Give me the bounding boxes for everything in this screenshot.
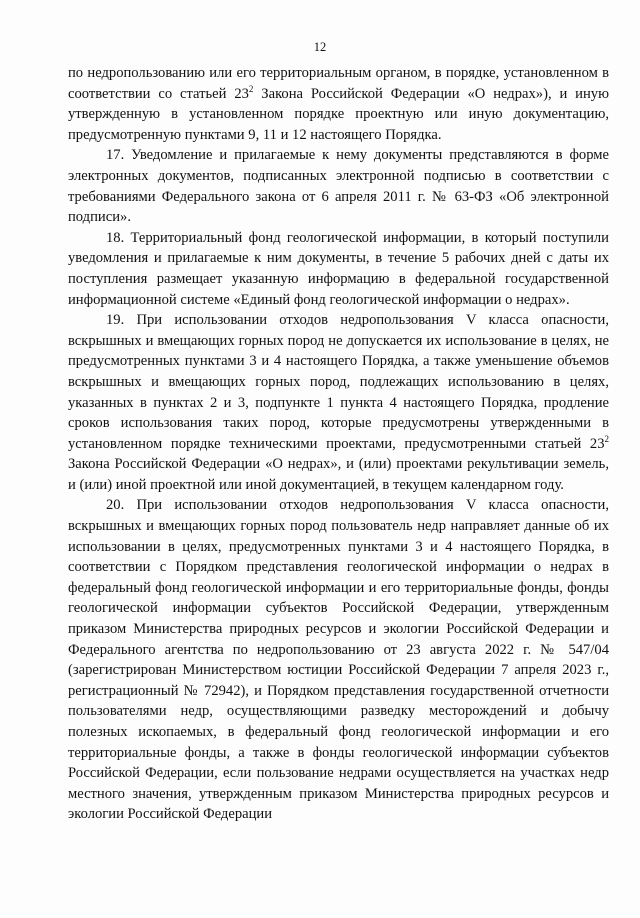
- paragraph-continuation: [68, 63, 609, 145]
- paragraph-18: [68, 228, 609, 310]
- page-number: 12: [313, 40, 327, 54]
- paragraph-20: [68, 495, 609, 825]
- paragraph-text: по недропользованию или его территориальным органом, в порядке, установленном в соответствии со статьей 23: [68, 65, 609, 102]
- paragraph-text: Закона Российской Федерации «О недрах», и (или) проектами рекультивации земель, и (или) иной проектной или иной документацией, в текущем календарном году.: [68, 456, 609, 493]
- paragraph-17: [68, 145, 609, 227]
- paragraph-text: 17. Уведомление и прилагаемые к нему документы представляются в форме электронных документов, подписанных электронной подписью в соответствии с требованиями Федерального закона от 6 апреля 2011 г. № 63-ФЗ «Об электронной подписи».: [68, 147, 609, 226]
- superscript: 2: [248, 83, 254, 94]
- paragraph-text: 19. При использовании отходов недропользования V класса опасности, вскрышных и вмещающих горных пород не допускается их использование в целях, не предусмотренных пунктами 3 и 4 настоящего Порядка, а также уменьшение объемов вскрышных и вмещающих горных пород, подлежащих использованию в целях, указанных в пунктах 2 и 3, подпункте 1 пункта 4 настоящего Порядка, продление сроков использования таких пород, которые предусмотрены утвержденными в установленном порядке техническими проектами, предусмотренными статьей 23: [68, 312, 609, 452]
- paragraph-19: [68, 310, 609, 495]
- paragraph-text: 20. При использовании отходов недропользования V класса опасности, вскрышных и вмещающих горных пород пользователь недр направляет данные об их использовании в целях, предусмотренных пунктами 3 и 4 настоящего Порядка, в соответствии с Порядком представления геологической информации о недрах в федеральный фонд геологической информации и его территориальные фонды, фонды геологической информации субъектов Российской Федерации, утвержденным приказом Министерства природных ресурсов и экологии Российской Федерации и Федерального агентства по недропользованию от 23 августа 2022 г. № 547/04 (зарегистрирован Министерством юстиции Российской Федерации 7 апреля 2023 г., регистрационный № 72942), и Порядком представления государственной отчетности пользователями недр, осуществляющими разведку месторождений и добычу полезных ископаемых, в федеральный фонд геологической информации и его территориальные фонды, а также в фонды геологической информации субъектов Российской Федерации, если пользование недрами осуществляется на участках недр местного значения, утвержденным приказом Министерства природных ресурсов и экологии Российской Федерации: [68, 497, 609, 823]
- paragraph-text: 18. Территориальный фонд геологической информации, в который поступили уведомления и прилагаемые к ним документы, в течение 5 рабочих дней с даты их поступления размещает указанную информацию в федеральной государственной информационной системе «Единый фонд геологической информации о недрах».: [68, 229, 609, 308]
- superscript: 2: [604, 433, 609, 444]
- document-body: [68, 63, 609, 825]
- paragraph-text: Закона Российской Федерации «О недрах»), и иную утвержденную в установленном порядке проектную или иную документацию, предусмотренную пунктами 9, 11 и 12 настоящего Порядка.: [68, 85, 609, 143]
